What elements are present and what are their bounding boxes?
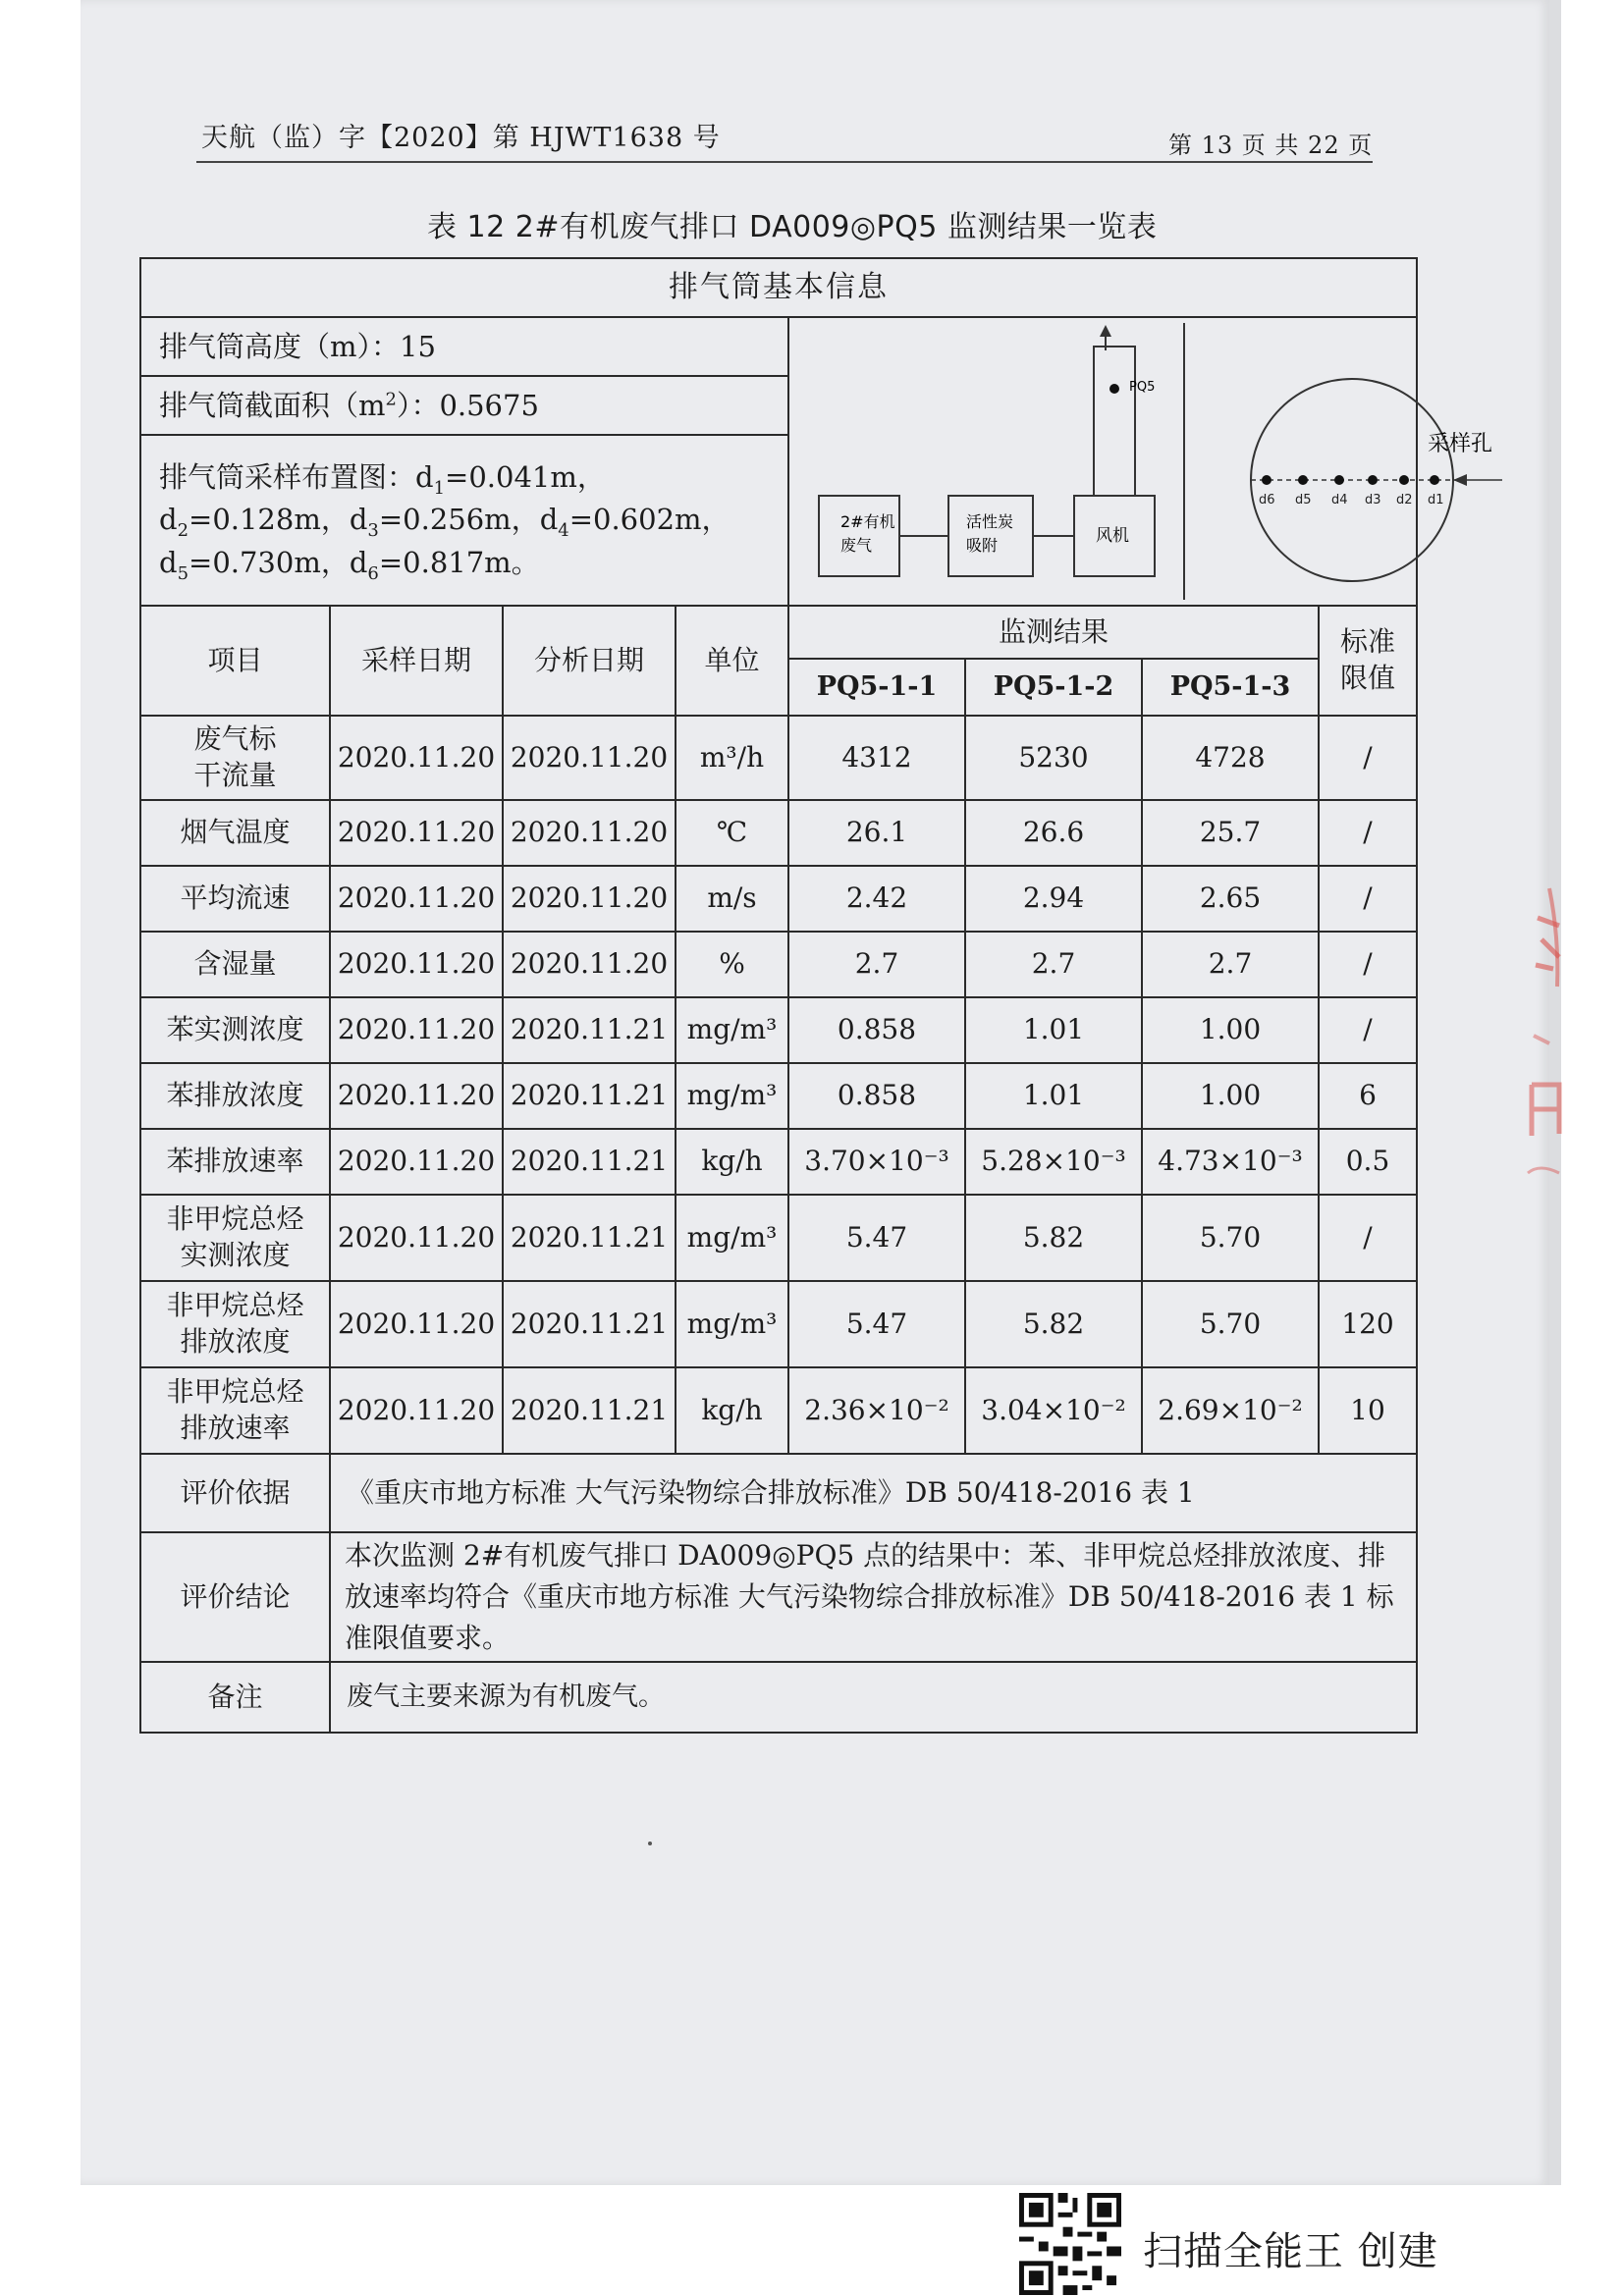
basis-text: 《重庆市地方标准 大气污染物综合排放标准》DB 50/418-2016 表 1 [330,1454,1417,1532]
table-row: 平均流速 2020.11.20 2020.11.20 m/s 2.42 2.94 2.65 / [140,866,1417,932]
point-d6: d6 [1259,493,1275,507]
scanner-watermark: 扫描全能王 创建 [1143,2229,1438,2274]
source-label-1: 2#有机 [840,512,895,531]
point-d2: d2 [1396,493,1413,507]
sampling-port-label: 采样孔 [1428,432,1493,456]
table-caption: 表 12 2#有机废气排口 DA009◎PQ5 监测结果一览表 [427,210,1158,244]
header-sample-3: PQ5-1-3 [1142,659,1319,716]
remark-label: 备注 [140,1662,330,1733]
qr-code-icon [1019,2193,1121,2295]
header-sample-1: PQ5-1-1 [788,659,965,716]
header-limit: 标准限值 [1319,606,1417,716]
report-number: 天航（监）字【2020】第 HJWT1638 号 [201,123,721,153]
adsorption-label-2: 吸附 [966,536,999,555]
sampling-layout-diagram [789,323,1512,600]
table-row: 苯排放浓度 2020.11.20 2020.11.21 mg/m³ 0.858 1.01 1.00 6 [140,1063,1417,1129]
page-indicator: 第 13 页 共 22 页 [1168,132,1374,159]
header-item: 项目 [140,606,330,716]
point-d1: d1 [1428,493,1444,507]
source-label-2: 废气 [840,536,873,555]
conclusion-label: 评价结论 [140,1532,330,1662]
basic-info-title: 排气筒基本信息 [140,258,1417,317]
basis-label: 评价依据 [140,1454,330,1532]
table-row: 非甲烷总烃排放浓度 2020.11.20 2020.11.21 mg/m³ 5.47 5.82 5.70 120 [140,1281,1417,1367]
paper-speck [648,1842,652,1845]
table-row: 非甲烷总烃实测浓度 2020.11.20 2020.11.21 mg/m³ 5.47 5.82 5.70 / [140,1195,1417,1281]
stack-height: 排气筒高度（m）：15 [140,317,788,376]
stack-cross-area: 排气筒截面积$(m^2)$：0.5675 [140,376,788,435]
point-d3: d3 [1365,493,1381,507]
table-row: 苯实测浓度 2020.11.20 2020.11.21 mg/m³ 0.858 1.01 1.00 / [140,997,1417,1063]
monitoring-results-table [139,257,1493,1734]
stack-body [1094,347,1135,496]
header-results: 监测结果 [788,606,1319,659]
sampling-layout-text: 排气筒采样布置图：$d_1=0.041m$， $d_2=0.128m$，$d_3=0.256m$，$d_4=0.602m$， $d_5=0.730m$，$d_6=0.817m$。 [140,435,788,606]
header-sample-date: 采样日期 [330,606,503,716]
header-unit: 单位 [676,606,788,716]
conclusion-text: 本次监测 2#有机废气排口 DA009◎PQ5 点的结果中：苯、非甲烷总烃排放浓度、排放速率均符合《重庆市地方标准 大气污染物综合排放标准》DB 50/418-2016 表 1 标准限值要求。 [330,1532,1417,1662]
fan-label: 风机 [1096,526,1129,546]
header-analysis-date: 分析日期 [503,606,676,716]
stack-label: PQ5 [1129,380,1156,395]
remark-text: 废气主要来源为有机废气。 [330,1662,1417,1733]
table-row: 非甲烷总烃排放速率 2020.11.20 2020.11.21 kg/h 2.36×10⁻² 3.04×10⁻² 2.69×10⁻² 10 [140,1367,1417,1454]
table-row: 烟气温度 2020.11.20 2020.11.20 ℃ 26.1 26.6 25.7 / [140,800,1417,866]
header-divider [196,161,1373,163]
sampling-diagram [788,317,1493,606]
table-row: 含湿量 2020.11.20 2020.11.20 % 2.7 2.7 2.7 / [140,932,1417,997]
adsorption-label-1: 活性炭 [966,512,1014,531]
point-d5: d5 [1295,493,1312,507]
point-d4: d4 [1331,493,1348,507]
red-stamp-fragment [1520,879,1565,1202]
table-row: 废气标干流量 2020.11.20 2020.11.20 m³/h 4312 5230 4728 / [140,716,1417,800]
header-sample-2: PQ5-1-2 [965,659,1142,716]
table-row: 苯排放速率 2020.11.20 2020.11.21 kg/h 3.70×10⁻³ 5.28×10⁻³ 4.73×10⁻³ 0.5 [140,1129,1417,1195]
